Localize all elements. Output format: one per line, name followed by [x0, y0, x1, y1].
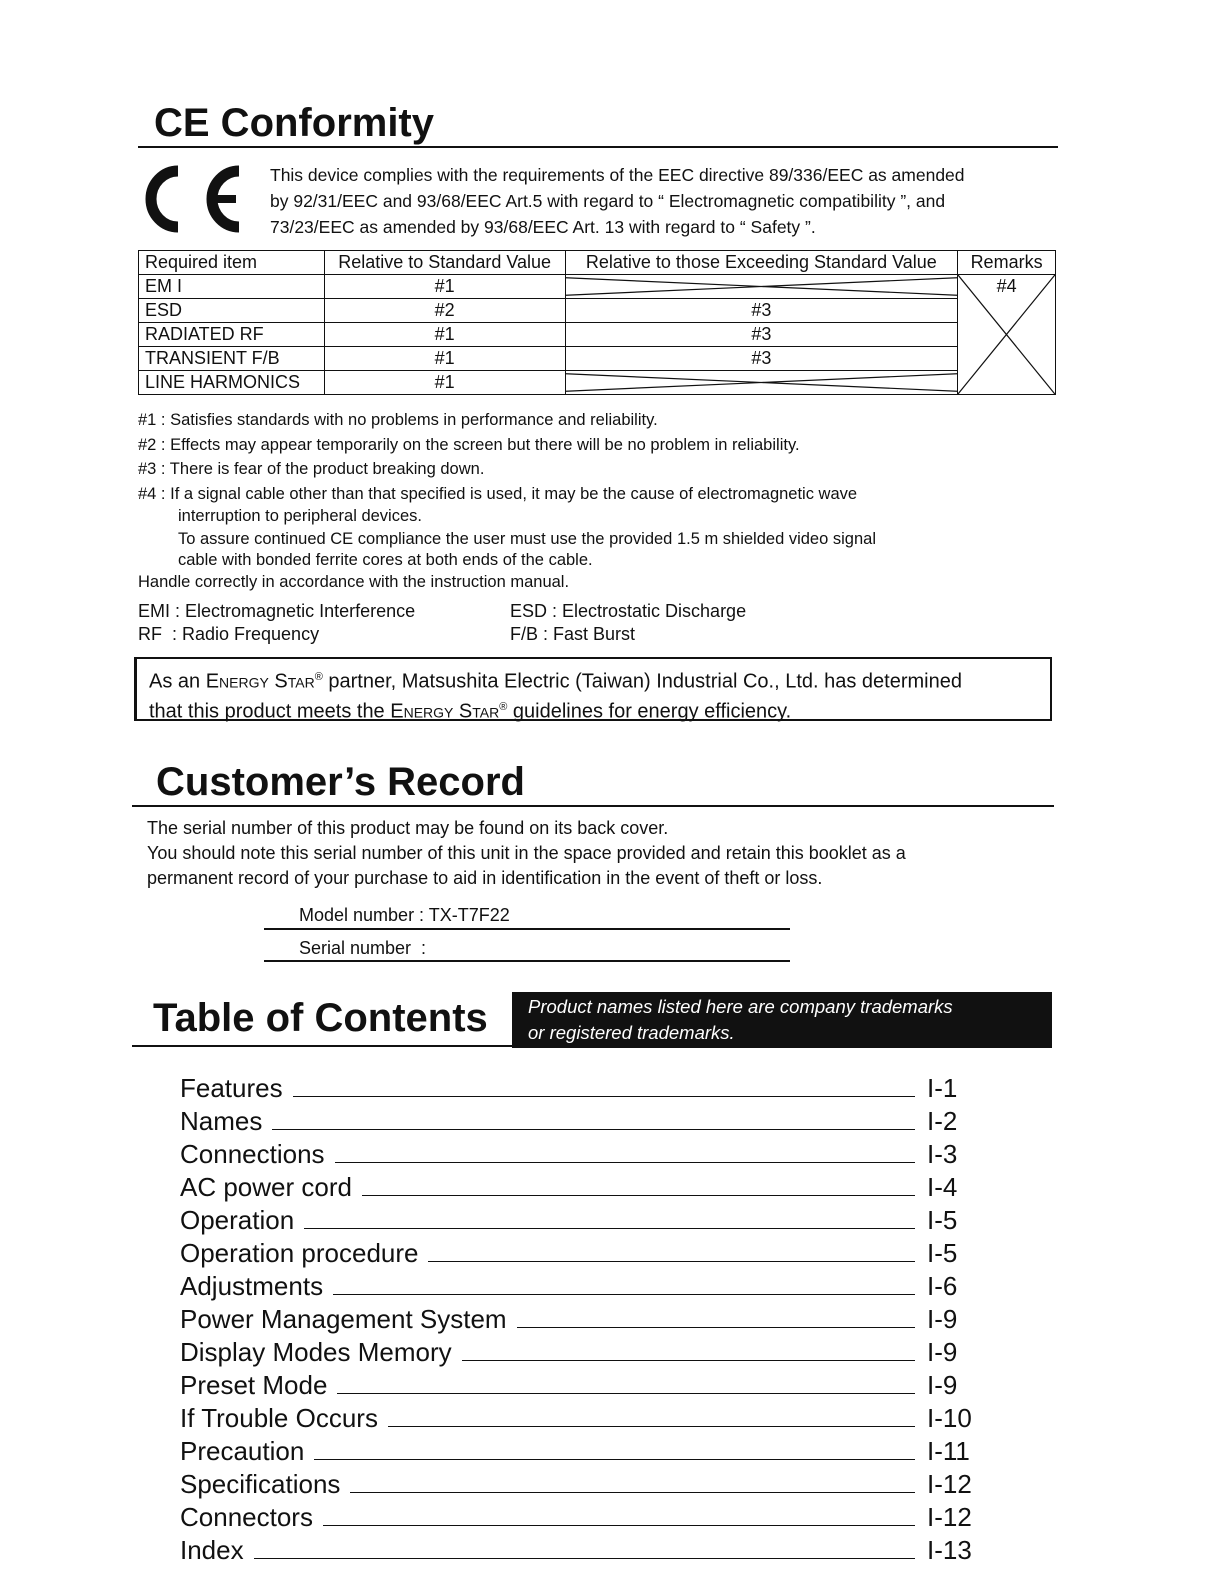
ce-title: CE Conformity: [154, 101, 434, 145]
cross-out-lines: [566, 275, 958, 298]
toc-entry-label: Precaution: [180, 1436, 305, 1466]
note-line: #2 : Effects may appear temporarily on the screen but there will be no problem in reliability.: [138, 435, 800, 454]
record-line: permanent record of your purchase to aid in identification in the event of theft or loss.: [147, 868, 823, 888]
serial-number-field: [264, 960, 790, 962]
energy-text: guidelines for energy efficiency.: [507, 700, 792, 723]
toc-title-rule: [132, 1045, 512, 1047]
record-intro: [147, 816, 906, 891]
energy-line-1: [149, 665, 1050, 695]
ce-title-rule: [138, 146, 1058, 148]
toc-leader-line: [335, 1162, 915, 1163]
remarks-note: #4: [996, 276, 1017, 296]
table-row: [139, 347, 1056, 371]
standard-cell: #1: [324, 323, 565, 347]
toc-entry-label: Specifications: [180, 1469, 341, 1499]
toc-leader-line: [304, 1228, 915, 1229]
exceeding-cell: #3: [565, 299, 958, 323]
trademark-notice: [512, 992, 1052, 1048]
standard-cell: #1: [324, 371, 565, 395]
toc-entry[interactable]: [180, 1530, 975, 1563]
toc-entry-label: Connections: [180, 1139, 325, 1169]
toc-entry[interactable]: [180, 1497, 975, 1530]
energy-star-word: Energy Star: [390, 700, 500, 723]
serial-number-label: Serial number :: [299, 938, 427, 958]
toc-leader-line: [350, 1492, 915, 1493]
toc-entry[interactable]: [180, 1233, 975, 1266]
column-header: Required item: [139, 251, 325, 275]
toc-entry-label: Features: [180, 1073, 283, 1103]
toc-entry-page: I-9: [927, 1370, 958, 1400]
trademark-line: or registered trademarks.: [528, 1022, 735, 1043]
item-cell: ESD: [139, 299, 325, 323]
note-line: #1 : Satisfies standards with no problems in performance and reliability.: [138, 411, 658, 429]
column-header: Remarks: [958, 251, 1056, 275]
toc-leader-line: [254, 1558, 915, 1559]
registered-mark: ®: [314, 671, 323, 683]
ce-statement-line: 73/23/EEC as amended by 93/68/EEC Art. 13 with regard to “ Safety ”.: [270, 217, 816, 237]
toc-entry[interactable]: [180, 1365, 975, 1398]
energy-line-2: [149, 695, 1050, 725]
column-header: Relative to those Exceeding Standard Value: [565, 251, 958, 275]
toc-entry-page: I-1: [927, 1073, 958, 1103]
toc-entry-label: Connectors: [180, 1502, 313, 1532]
toc-entry-page: I-12: [927, 1502, 972, 1532]
registered-mark: ®: [499, 700, 508, 713]
standard-cell: #2: [324, 299, 565, 323]
note-line: #3 : There is fear of the product breaking down.: [138, 460, 485, 478]
note-line: To assure continued CE compliance the user must use the provided 1.5 m shielded video signal: [178, 530, 876, 548]
toc-entry-page: I-12: [927, 1469, 972, 1499]
note-line: #4 : If a signal cable other than that specified is used, it may be the cause of electromagnetic wave: [138, 484, 858, 503]
toc-leader-line: [293, 1096, 915, 1097]
toc-entry-label: Names: [180, 1106, 263, 1136]
column-header: Relative to Standard Value: [324, 251, 565, 275]
toc-entry-page: I-9: [927, 1304, 958, 1334]
toc-entry[interactable]: [180, 1398, 975, 1431]
trademark-line: Product names listed here are company trademarks: [528, 996, 953, 1017]
toc-entry-label: Adjustments: [180, 1271, 324, 1301]
energy-text: As an: [149, 670, 206, 693]
table-header-row: [139, 251, 1056, 275]
toc-leader-line: [272, 1129, 915, 1130]
toc-entry-label: Operation procedure: [180, 1238, 419, 1268]
toc-entry-label: If Trouble Occurs: [180, 1403, 378, 1433]
toc-entry-page: I-2: [927, 1106, 958, 1136]
toc-leader-line: [323, 1525, 915, 1526]
toc-entry-page: I-4: [927, 1172, 958, 1202]
energy-star-statement: [134, 657, 1052, 721]
toc-entry-page: I-5: [927, 1238, 958, 1268]
toc-entry[interactable]: [180, 1134, 975, 1167]
toc-entry-page: I-11: [927, 1436, 970, 1466]
toc-entry-page: I-13: [927, 1535, 972, 1565]
toc-entry-page: I-10: [927, 1403, 972, 1433]
toc-entry-label: Display Modes Memory: [180, 1337, 452, 1367]
energy-star-word: Energy Star: [205, 670, 315, 693]
toc-entry-page: I-3: [927, 1139, 958, 1169]
note-line: Handle correctly in accordance with the instruction manual.: [138, 573, 570, 591]
toc-entry-label: Preset Mode: [180, 1370, 328, 1400]
abbreviation-emi: EMI : Electromagnetic Interference: [138, 601, 416, 621]
toc-entry-page: I-5: [927, 1205, 958, 1235]
ce-statement-line: This device complies with the requirements of the EEC directive 89/336/EEC as amended: [270, 165, 965, 185]
toc-entry-label: Index: [180, 1535, 244, 1565]
toc-entry-label: Operation: [180, 1205, 295, 1235]
table-row: [139, 323, 1056, 347]
toc-entry-page: I-9: [927, 1337, 958, 1367]
ce-mark-logo: [144, 164, 250, 234]
energy-text: that this product meets the: [149, 700, 391, 723]
model-number-label: Model number : TX-T7F22: [299, 905, 510, 925]
record-line: You should note this serial number of this unit in the space provided and retain this booklet as a: [147, 843, 906, 863]
toc-entry[interactable]: [180, 1299, 975, 1332]
toc-leader-line: [517, 1327, 915, 1328]
toc-leader-line: [314, 1459, 915, 1460]
toc-leader-line: [333, 1294, 915, 1295]
table-row: [139, 275, 1056, 299]
toc-entry[interactable]: [180, 1200, 975, 1233]
abbreviation-fb: F/B : Fast Burst: [510, 624, 636, 644]
standard-cell: #1: [324, 275, 565, 299]
ce-statement-line: by 92/31/EEC and 93/68/EEC Art.5 with regard to “ Electromagnetic compatibility ”, and: [270, 191, 946, 211]
note-line: interruption to peripheral devices.: [178, 507, 422, 525]
not-applicable-cell: [565, 371, 958, 395]
not-applicable-cell: [565, 275, 958, 299]
toc-entry[interactable]: [180, 1332, 975, 1365]
record-title: Customer’s Record: [156, 760, 525, 804]
item-cell: LINE HARMONICS: [139, 371, 325, 395]
record-title-rule: [132, 805, 1054, 807]
note-line: cable with bonded ferrite cores at both ends of the cable.: [178, 551, 593, 569]
energy-text: partner, Matsushita Electric (Taiwan) Industrial Co., Ltd. has determined: [322, 670, 962, 693]
record-line: The serial number of this product may be found on its back cover.: [147, 818, 669, 838]
ce-requirements-table: [138, 250, 1056, 395]
abbreviation-rf: RF : Radio Frequency: [138, 624, 320, 644]
item-cell: RADIATED RF: [139, 323, 325, 347]
toc-entry[interactable]: [180, 1167, 975, 1200]
toc-entry[interactable]: [180, 1431, 975, 1464]
ce-statement: [270, 162, 965, 240]
ce-notes: [138, 408, 876, 594]
toc-leader-line: [388, 1426, 915, 1427]
cross-out-lines: [566, 371, 958, 394]
toc-entry[interactable]: [180, 1266, 975, 1299]
remarks-cell: [958, 275, 1056, 395]
toc-leader-line: [362, 1195, 915, 1196]
toc-entry[interactable]: [180, 1101, 975, 1134]
exceeding-cell: #3: [565, 347, 958, 371]
table-row: [139, 299, 1056, 323]
item-cell: TRANSIENT F/B: [139, 347, 325, 371]
model-number-field: [264, 928, 790, 930]
exceeding-cell: #3: [565, 323, 958, 347]
standard-cell: #1: [324, 347, 565, 371]
table-row: [139, 371, 1056, 395]
toc-title: Table of Contents: [153, 996, 488, 1040]
item-cell: EM I: [139, 275, 325, 299]
toc-leader-line: [337, 1393, 915, 1394]
toc-entry-label: AC power cord: [180, 1172, 352, 1202]
abbreviation-esd: ESD : Electrostatic Discharge: [510, 601, 747, 621]
toc-leader-line: [462, 1360, 915, 1361]
toc-entry-page: I-6: [927, 1271, 958, 1301]
toc-entry[interactable]: [180, 1464, 975, 1497]
toc-leader-line: [428, 1261, 915, 1262]
toc-entry-label: Power Management System: [180, 1304, 507, 1334]
toc-entry[interactable]: [180, 1068, 975, 1101]
